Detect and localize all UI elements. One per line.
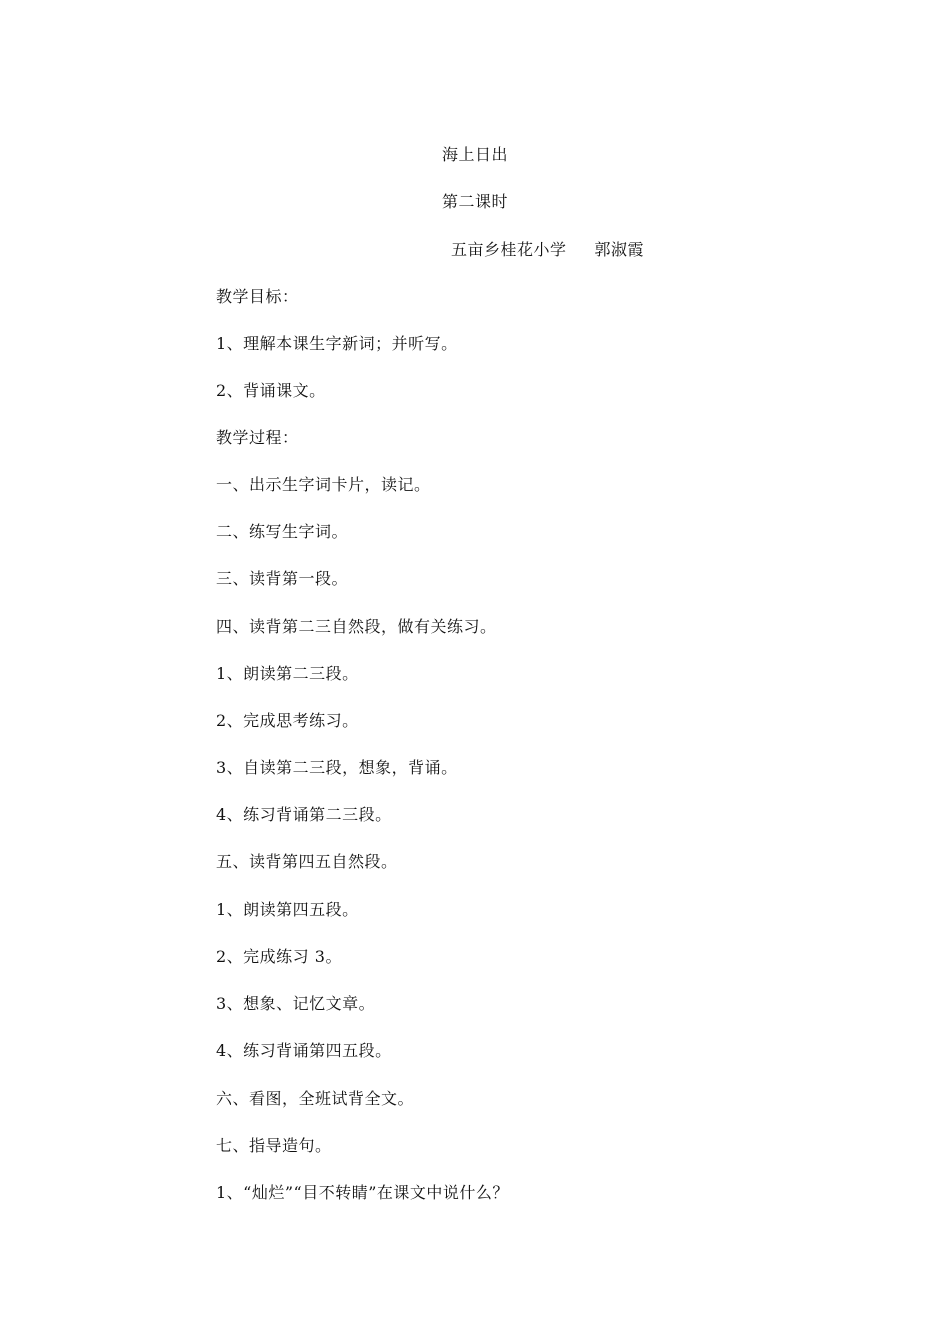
author-line: [451, 240, 644, 260]
objective-item: 1、理解本课生字新词；并听写。: [216, 334, 458, 353]
document-subtitle: 第二课时: [441, 192, 508, 211]
process-substep: 1、朗读第二三段。: [216, 664, 359, 683]
process-substep: 3、想象、记忆文章。: [216, 994, 376, 1013]
author-name: 郭淑霞: [594, 240, 645, 259]
process-substep: 1、朗读第四五段。: [216, 900, 359, 919]
process-step: 七、指导造句。: [216, 1136, 332, 1155]
section-heading-process: 教学过程：: [216, 428, 299, 447]
process-substep: 4、练习背诵第二三段。: [216, 805, 392, 824]
process-substep: 1、“灿烂”“目不转睛”在课文中说什么？: [216, 1183, 509, 1202]
process-step: 四、读背第二三自然段，做有关练习。: [216, 617, 497, 636]
document-title: 海上日出: [441, 145, 508, 164]
process-substep: 2、完成练习 3。: [216, 947, 342, 966]
process-step: 三、读背第一段。: [216, 569, 349, 588]
process-step: 六、看图，全班试背全文。: [216, 1089, 415, 1108]
objective-item: 2、背诵课文。: [216, 381, 326, 400]
process-substep: 4、练习背诵第四五段。: [216, 1041, 392, 1060]
section-heading-objectives: 教学目标：: [216, 287, 299, 306]
process-step: 五、读背第四五自然段。: [216, 852, 398, 871]
process-substep: 2、完成思考练习。: [216, 711, 359, 730]
school-name: 五亩乡桂花小学: [451, 240, 567, 259]
process-step: 一、出示生字词卡片，读记。: [216, 475, 431, 494]
process-step: 二、练写生字词。: [216, 522, 349, 541]
process-substep: 3、自读第二三段，想象，背诵。: [216, 758, 458, 777]
